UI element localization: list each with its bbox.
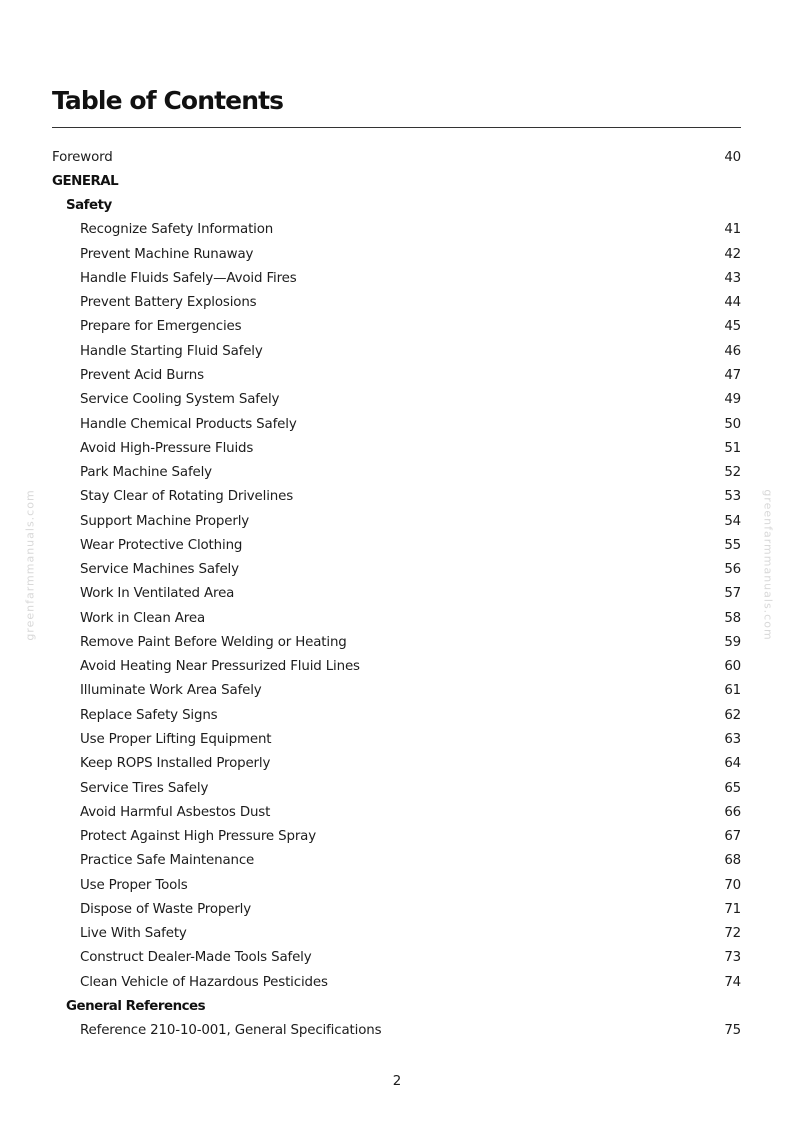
- toc-entry-title: Construct Dealer-Made Tools Safely: [80, 950, 312, 966]
- toc-entry[interactable]: [52, 242, 741, 266]
- toc-entry[interactable]: [52, 145, 741, 169]
- toc-entry-title: Practice Safe Maintenance: [80, 853, 255, 869]
- toc-entry-page: 65: [724, 780, 741, 796]
- toc-entry-page: 46: [724, 343, 741, 359]
- toc-entry-title: Prevent Battery Explosions: [80, 295, 257, 311]
- toc-entry-title: Wear Protective Clothing: [80, 537, 243, 553]
- toc-entry-title: Avoid Harmful Asbestos Dust: [80, 804, 271, 820]
- toc-entry-title: Stay Clear of Rotating Drivelines: [80, 489, 294, 505]
- toc-entry-page: 47: [724, 368, 741, 384]
- toc-entry[interactable]: [52, 266, 741, 290]
- toc-entry[interactable]: [52, 291, 741, 315]
- toc-entry-title: Avoid High-Pressure Fluids: [80, 440, 254, 456]
- toc-entry-page: 64: [724, 756, 741, 772]
- toc-entry[interactable]: [52, 460, 741, 484]
- toc-entry-title: Protect Against High Pressure Spray: [80, 829, 317, 845]
- toc-entry[interactable]: [52, 509, 741, 533]
- toc-entry[interactable]: [52, 776, 741, 800]
- toc-entry[interactable]: [52, 922, 741, 946]
- toc-entry-title: Recognize Safety Information: [80, 222, 274, 238]
- toc-entry-page: 61: [724, 683, 741, 699]
- toc-entry-page: 55: [724, 537, 741, 553]
- toc-entry-title: Illuminate Work Area Safely: [80, 683, 262, 699]
- toc-entry-title: Handle Chemical Products Safely: [80, 416, 297, 432]
- toc-entry-title: General References: [66, 998, 206, 1014]
- toc-entry-title: Service Cooling System Safely: [80, 392, 280, 408]
- toc-entry-title: Live With Safety: [80, 926, 187, 942]
- toc-entry-page: 57: [724, 586, 741, 602]
- toc-section-heading: [52, 194, 741, 218]
- toc-entry-title: Foreword: [52, 149, 113, 165]
- toc-entry[interactable]: [52, 436, 741, 460]
- toc-entry[interactable]: [52, 1019, 741, 1043]
- toc-entry-page: 60: [724, 659, 741, 675]
- toc-entry-title: Use Proper Tools: [80, 877, 188, 893]
- toc-entry-page: 49: [724, 392, 741, 408]
- toc-entry-page: 70: [724, 877, 741, 893]
- toc-entry-title: Handle Starting Fluid Safely: [80, 343, 263, 359]
- toc-entry-title: Prepare for Emergencies: [80, 319, 242, 335]
- toc-entry-title: Safety: [66, 198, 112, 214]
- toc-entry-page: 63: [724, 732, 741, 747]
- toc-entry-page: 59: [724, 634, 741, 650]
- toc-entry-page: 74: [724, 974, 741, 990]
- toc-entry[interactable]: [52, 970, 741, 994]
- toc-entry[interactable]: [52, 606, 741, 630]
- toc-entry[interactable]: [52, 655, 741, 679]
- toc-entry-page: 44: [724, 295, 741, 311]
- toc-entry-title: Reference 210-10-001, General Specifications: [80, 1023, 382, 1039]
- page-title: Table of Contents: [52, 86, 284, 115]
- toc-entry-page: 52: [724, 465, 741, 481]
- toc-entry-title: Remove Paint Before Welding or Heating: [80, 634, 347, 650]
- toc-entry[interactable]: [52, 339, 741, 363]
- toc-entry-title: Service Tires Safely: [80, 780, 209, 796]
- toc-entry-title: Avoid Heating Near Pressurized Fluid Lines: [80, 659, 360, 675]
- watermark-right: greenfarmmanuals.com: [761, 489, 775, 641]
- toc-entry[interactable]: [52, 849, 741, 873]
- toc-entry-page: 68: [724, 853, 741, 869]
- toc-entry[interactable]: [52, 315, 741, 339]
- toc-entry-page: 53: [724, 489, 741, 505]
- toc-entry[interactable]: [52, 679, 741, 703]
- toc-entry[interactable]: [52, 752, 741, 776]
- toc-entry-page: 51: [724, 440, 741, 456]
- toc-section-heading: [52, 169, 741, 193]
- toc-entry-page: 43: [724, 270, 741, 286]
- toc-entry-title: Prevent Acid Burns: [80, 368, 204, 384]
- toc-entry[interactable]: [52, 412, 741, 436]
- watermark-left: greenfarmmanuals.com: [23, 489, 37, 641]
- toc-entry-page: 50: [724, 416, 741, 432]
- toc-section-heading: [52, 994, 741, 1018]
- toc-entry-page: 45: [724, 319, 741, 335]
- toc-entry-title: Clean Vehicle of Hazardous Pesticides: [80, 974, 328, 990]
- toc-entry-page: 40: [724, 149, 741, 165]
- toc-entry[interactable]: [52, 727, 741, 751]
- toc-entry[interactable]: [52, 558, 741, 582]
- toc-entry-page: 56: [724, 562, 741, 578]
- table-of-contents: [52, 145, 741, 1043]
- toc-entry-title: Keep ROPS Installed Properly: [80, 756, 271, 772]
- toc-entry-title: Park Machine Safely: [80, 465, 212, 481]
- toc-entry-page: 62: [724, 707, 741, 723]
- toc-entry-page: 73: [724, 950, 741, 966]
- toc-entry-title: Work In Ventilated Area: [80, 586, 235, 602]
- toc-entry-title: Dispose of Waste Properly: [80, 901, 252, 917]
- toc-entry[interactable]: [52, 363, 741, 387]
- toc-entry[interactable]: [52, 533, 741, 557]
- toc-entry[interactable]: [52, 897, 741, 921]
- toc-entry-title: GENERAL: [52, 173, 119, 189]
- toc-entry-title: Prevent Machine Runaway: [80, 246, 254, 262]
- toc-entry-page: 71: [724, 901, 741, 917]
- toc-entry-page: 54: [724, 513, 741, 529]
- toc-entry-title: Service Machines Safely: [80, 562, 239, 578]
- toc-entry-title: Work in Clean Area: [80, 610, 206, 626]
- toc-entry-title: Handle Fluids Safely—Avoid Fires: [80, 270, 297, 286]
- toc-entry[interactable]: [52, 703, 741, 727]
- toc-entry[interactable]: [52, 630, 741, 654]
- toc-entry-title: Support Machine Properly: [80, 513, 250, 529]
- toc-entry[interactable]: [52, 485, 741, 509]
- toc-entry[interactable]: [52, 824, 741, 848]
- page-number: 2: [392, 1074, 402, 1089]
- toc-entry[interactable]: [52, 218, 741, 242]
- toc-entry-page: 67: [724, 829, 741, 845]
- toc-entry[interactable]: [52, 946, 741, 970]
- toc-entry-title: Replace Safety Signs: [80, 707, 218, 723]
- toc-entry-page: 66: [724, 804, 741, 820]
- toc-entry-page: 75: [724, 1023, 741, 1039]
- toc-entry[interactable]: [52, 582, 741, 606]
- toc-entry-page: 41: [724, 222, 741, 238]
- toc-entry[interactable]: [52, 800, 741, 824]
- toc-entry-page: 42: [724, 246, 741, 262]
- toc-entry-page: 58: [724, 610, 741, 626]
- toc-entry-title: Use Proper Lifting Equipment: [80, 732, 272, 747]
- toc-entry[interactable]: [52, 388, 741, 412]
- toc-entry-page: 72: [724, 926, 741, 942]
- title-divider: [52, 127, 741, 128]
- toc-entry[interactable]: [52, 873, 741, 897]
